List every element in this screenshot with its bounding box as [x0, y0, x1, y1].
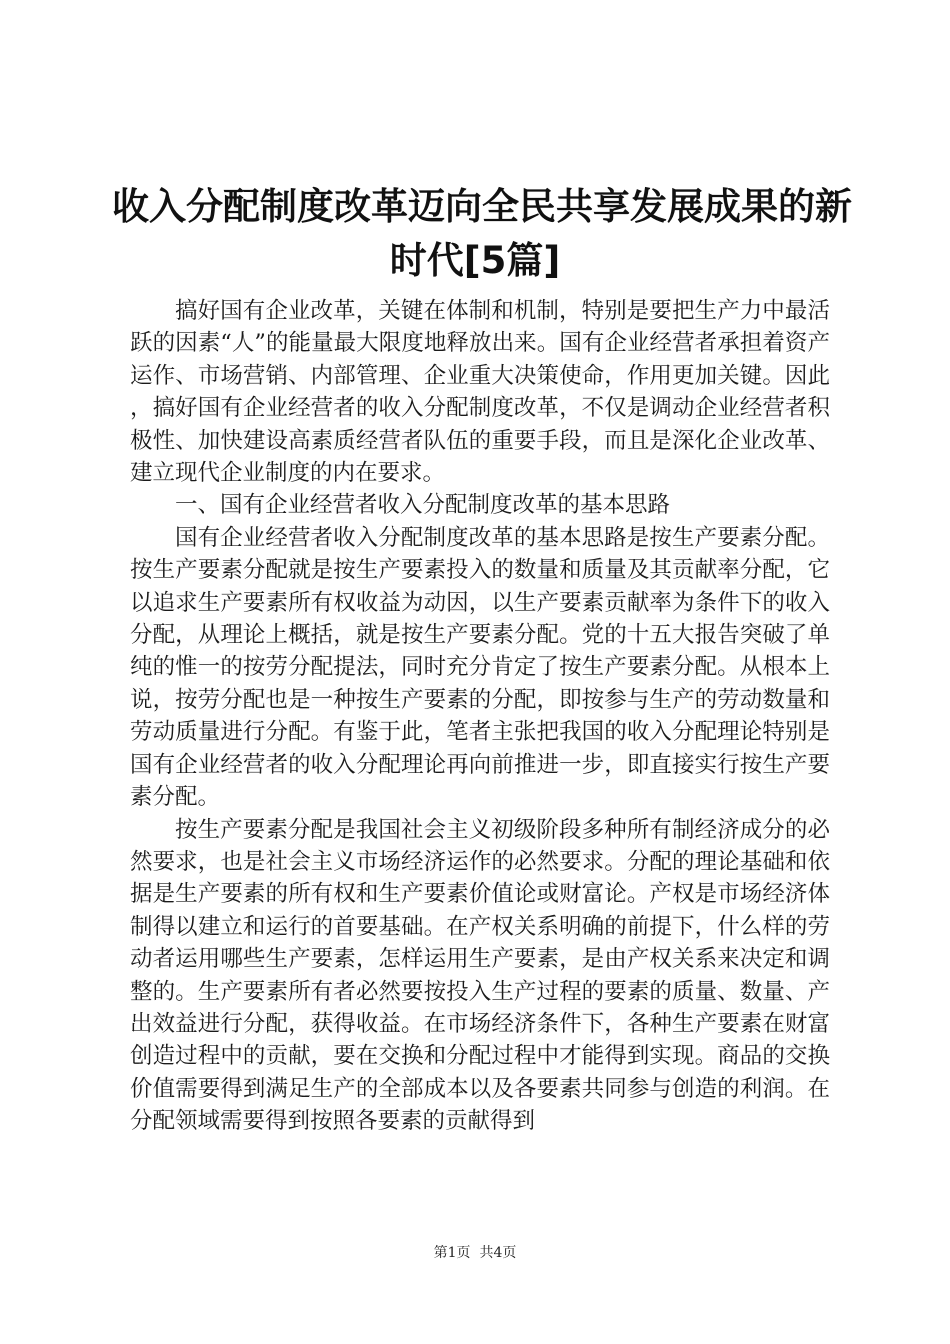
title-line-1: 收入分配制度改革迈向全民共享发展成果的新 — [112, 185, 852, 228]
document-title — [112, 180, 852, 288]
body-paragraph-basic-idea: 国有企业经营者收入分配制度改革的基本思路是按生产要素分配。按生产要素分配就是按生产要素投入的数量和质量及其贡献率分配，它以追求生产要素所有权收益为动因，以生产要素贡献率为条件下的收入分配，从理论上概括，就是按生产要素分配。党的十五大报告突破了单纯的惟一的按劳分配提法，同时充分肯定了按生产要素分配。从根本上说，按劳分配也是一种按生产要素的分配，即按参与生产的劳动数量和劳动质量进行分配。有鉴于此，笔者主张把我国的收入分配理论特别是国有企业经营者的收入分配理论再向前推进一步，即直接实行按生产要素分配。 — [130, 524, 830, 811]
section-heading: 一、国有企业经营者收入分配制度改革的基本思路 — [175, 492, 671, 519]
page-number-label: 第1页 共4页 — [433, 1245, 517, 1261]
document-body — [130, 295, 830, 1138]
body-paragraph-factor-distribution: 按生产要素分配是我国社会主义初级阶段多种所有制经济成分的必然要求，也是社会主义市场经济运作的必然要求。分配的理论基础和依据是生产要素的所有权和生产要素价值论或财富论。产权是市场经济体制得以建立和运行的首要基础。在产权关系明确的前提下，什么样的劳动者运用哪些生产要素，怎样运用生产要素，是由产权关系来决定和调整的。生产要素所有者必然要按投入生产过程的要素的质量、数量、产出效益进行分配，获得收益。在市场经济条件下，各种生产要素在财富创造过程中的贡献，要在交换和分配过程中才能得到实现。商品的交换价值需要得到满足生产的全部成本以及各要素共同参与创造的利润。在分配领域需要得到按照各要素的贡献得到 — [130, 816, 830, 1135]
title-line-2: 时代[5篇] — [389, 239, 561, 282]
page-footer — [0, 1244, 950, 1262]
body-paragraph-intro: 搞好国有企业改革，关键在体制和机制，特别是要把生产力中最活跃的因素“人”的能量最大限度地释放出来。国有企业经营者承担着资产运作、市场营销、内部管理、企业重大决策使命，作用更加关键。因此，搞好国有企业经营者的收入分配制度改革，不仅是调动企业经营者积极性、加快建设高素质经营者队伍的重要手段，而且是深化企业改革、建立现代企业制度的内在要求。 — [130, 298, 830, 487]
